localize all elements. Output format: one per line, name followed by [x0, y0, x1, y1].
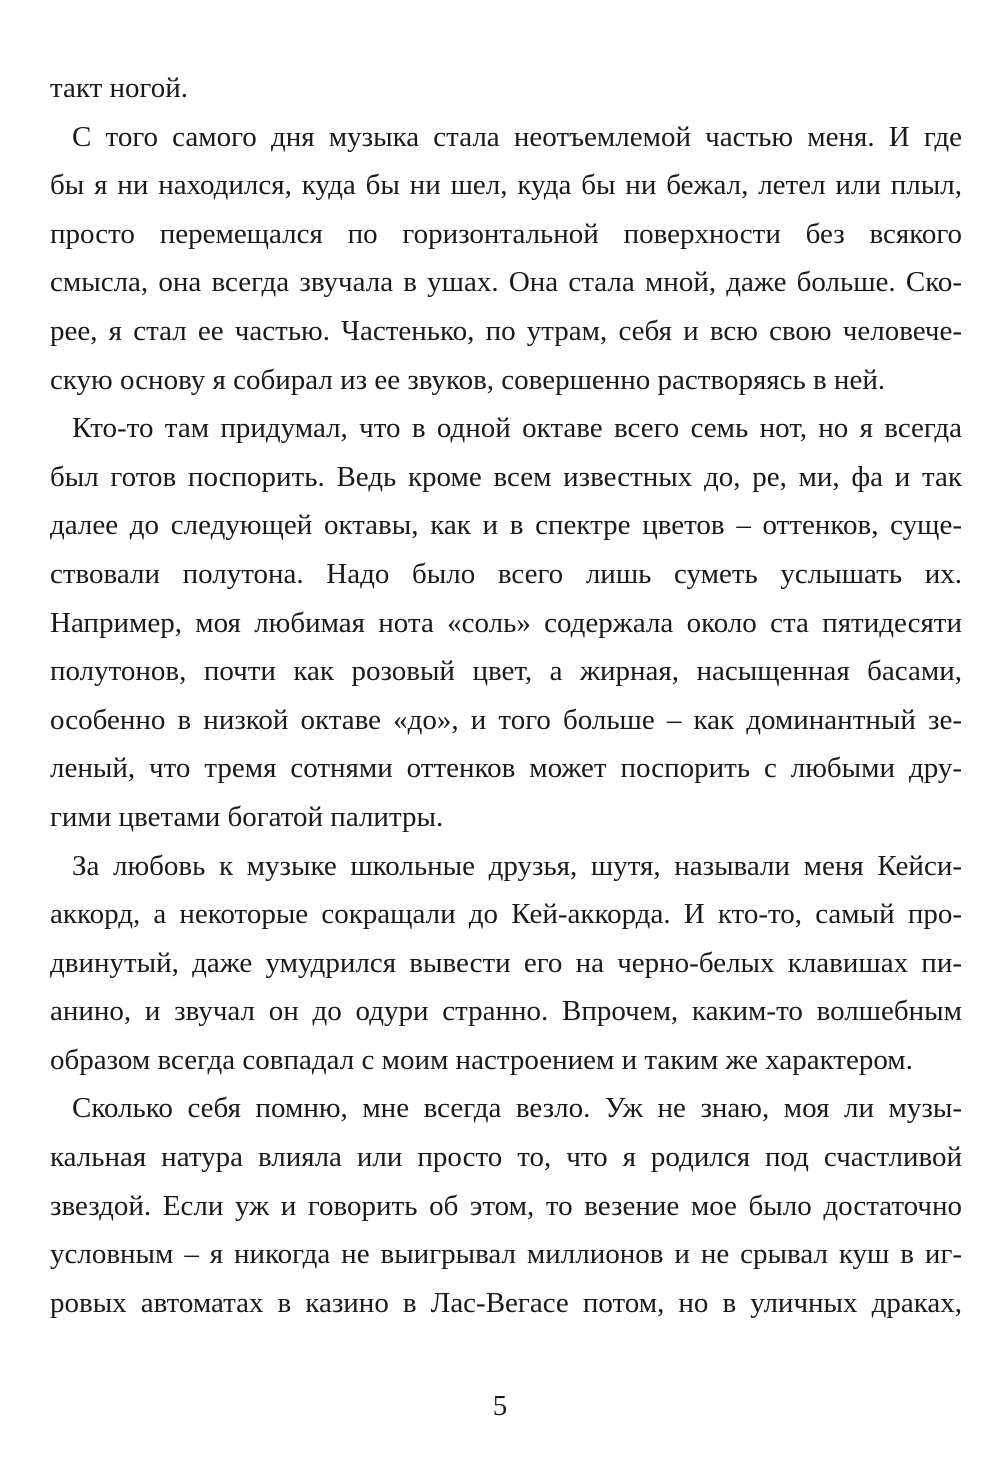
text-line: скую основу я собирал из ее звуков, совершенно растворяясь в ней.: [50, 363, 886, 396]
text-line: кальная натура влияла или просто то, что я родился под счастливой: [50, 1141, 962, 1174]
text-line: рее, я стал ее частью. Частенько, по утрам, себя и всю свою человече-: [50, 314, 962, 347]
paragraph-music: [50, 113, 962, 405]
text-line: анино, и звучал он до одури странно. Впрочем, каким-то волшебным: [50, 995, 962, 1028]
text-line: аккорд, а некоторые сокращали до Кей-аккорда. И кто-то, самый про-: [50, 898, 962, 931]
text-line: Сколько себя помню, мне всегда везло. Уж не знаю, моя ли музы-: [72, 1092, 962, 1125]
text-line: условным – я никогда не выигрывал миллионов и не срывал куш в иг-: [50, 1238, 962, 1271]
page-number: 5: [492, 1390, 508, 1422]
paragraph-nickname: [50, 842, 962, 1085]
text-line: полутонов, почти как розовый цвет, а жирная, насыщенная басами,: [50, 655, 962, 688]
text-line: двинутый, даже умудрился вывести его на черно-белых клавишах пи-: [50, 946, 962, 979]
text-line: далее до следующей октавы, как и в спектре цветов – оттенков, суще-: [50, 509, 962, 542]
text-line: С того самого дня музыка стала неотъемлемой частью меня. И где: [72, 120, 962, 153]
text-line: ствовали полутона. Надо было всего лишь суметь услышать их.: [50, 557, 962, 590]
text-line: был готов поспорить. Ведь кроме всем известных до, ре, ми, фа и так: [50, 460, 962, 493]
text-line: Например, моя любимая нота «соль» содержала около ста пятидесяти: [50, 606, 962, 639]
text-line: особенно в низкой октаве «до», и того больше – как доминантный зе-: [50, 703, 962, 736]
text-line: Кто-то там придумал, что в одной октаве всего семь нот, но я всегда: [72, 412, 962, 445]
text-line: такт ногой.: [50, 72, 188, 104]
text-line: звездой. Если уж и говорить об этом, то везение мое было достаточно: [50, 1189, 962, 1222]
text-line: просто перемещался по горизонтальной поверхности без всякого: [50, 217, 962, 250]
text-line: ровых автоматах в казино в Лас-Вегасе потом, но в уличных драках,: [50, 1286, 962, 1319]
text-line: образом всегда совпадал с моим настроением и таким же характером.: [50, 1043, 913, 1076]
text-line: смысла, она всегда звучала в ушах. Она стала мной, даже больше. Ско-: [50, 266, 962, 299]
paragraph-octave: [50, 404, 962, 841]
text-line: леный, что тремя сотнями оттенков может поспорить с любыми дру-: [50, 752, 962, 785]
body-text: [50, 64, 962, 1327]
text-line: бы я ни находился, куда бы ни шел, куда бы ни бежал, летел или плыл,: [50, 169, 962, 202]
text-line: За любовь к музыке школьные друзья, шутя, называли меня Кейси-: [72, 849, 962, 882]
text-line: гими цветами богатой палитры.: [50, 800, 444, 833]
paragraph-continuation: [50, 64, 962, 113]
paragraph-luck: [50, 1084, 962, 1327]
